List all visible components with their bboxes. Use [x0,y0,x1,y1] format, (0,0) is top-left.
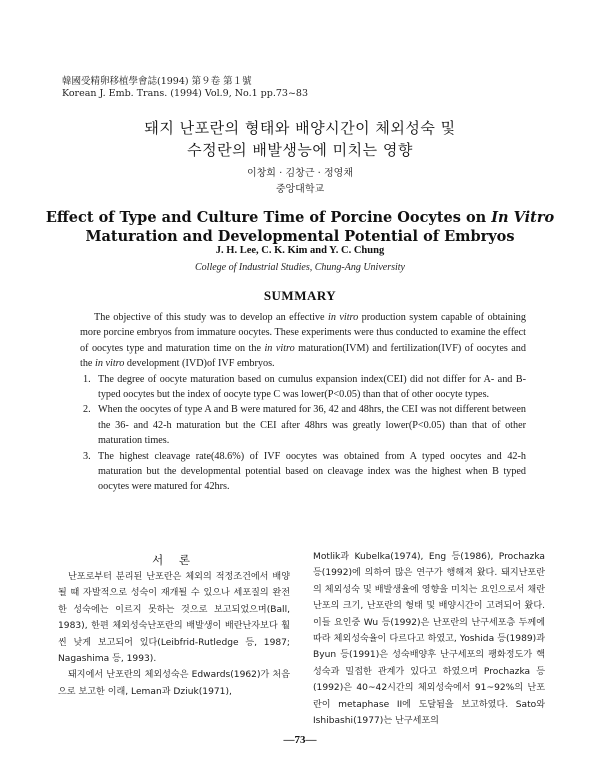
summary-text-c: maturation(IVM) and fertilization(IVF) of oocytes and the [80,342,526,370]
korean-title-line-2: 수정란의 배발생능에 미치는 영향 [187,141,413,159]
summary-finding-item [80,372,526,403]
finding-number: 1. [83,373,91,385]
korean-affiliation: 중앙대학교 [275,184,325,195]
summary-text-b: production system capable of obtaining more porcine embryos from immature oocytes. These experiments were thus conducted to examine the effect of oocytes type and maturation time on the [80,312,526,354]
english-title-line-1-text: Effect of Type and Culture Time of Porcine Oocytes on [45,209,492,226]
summary-body [80,310,526,495]
summary-text-d: development (IVD)of IVF embryos. [124,358,275,370]
summary-text-a: The objective of this study was to develop an effective [94,312,328,323]
korean-authors: 이창희 · 김창근 · 정영채 [246,168,353,179]
journal-citation [62,76,308,100]
english-authors: J. H. Lee, C. K. Kim and Y. C. Chung [215,245,385,256]
intro-paragraph-3: Motlik과 Kubelka(1974), Eng 등(1986), Prochazka 등(1992)에 의하여 많은 연구가 행해져 왔다. 돼지난포란의 체외성숙 및 배발생율에 영향을 미치는 요인으로서 채란 난포의 크기, 난포란의 형태 및 배양시간이 고려되어 왔다. 이들 요인중 Wu 등(1992)은 난포란의 난구세포층 두께에 따라 체외성숙율이 다르다고 하였고, Yoshida 등(1989)과 Byun 등(1991)은 성숙배양후 난구세포의 팽화정도가 핵성숙과 밀접한 관계가 있다고 하였으며 Prochazka 등(1992)은 40~42시간의 체외성숙에서 91~92%의 난포란이 metaphase II에 도달됨을 보고하였다. Sato와 Ishibashi(1977)는 난구세포의 [313,552,545,727]
summary-heading: SUMMARY [263,288,337,303]
finding-number: 3. [83,450,91,462]
intro-paragraph-2: 돼지에서 난포란의 체외성숙은 Edwards(1962)가 처음으로 보고한 이래, Leman과 Dziuk(1971), [58,670,290,697]
english-title [0,208,600,246]
right-column [313,549,545,729]
english-title-line-1 [0,208,600,227]
english-title-italic: In Vitro [491,209,555,226]
summary-italic-a: in vitro [328,312,359,323]
summary-italic-c: in vitro [95,358,125,370]
english-title-line-2: Maturation and Developmental Potential of Embryos [85,228,515,245]
english-affiliation: College of Industrial Studies, Chung-Ang University [195,262,405,273]
finding-number: 2. [83,404,91,416]
intro-paragraph-1: 난포로부터 분리된 난포란은 체외의 적정조건에서 배양될 때 자발적으로 성숙이 재개될 수 있으나 세포질의 완전한 성숙에는 이르지 못하는 것으로 보고되었으며(Ball, 1983), 한편 체외성숙난포란의 배발생이 배란난자보다 훨씬 낮게 보고되어 있다(Leibfrid-Rutledge 등, 1987; Nagashima 등, 1993). [58,572,290,665]
finding-text: When the oocytes of type A and B were matured for 36, 42 and 48hrs, the CEI was not different between the 36- and 42-h maturation but the CEI after 48hrs was greatly lower(P<0.05) than that of other maturation times. [98,404,526,447]
left-column [58,569,290,700]
journal-citation-en: Korean J. Emb. Trans. (1994) Vol.9, No.1 pp.73~83 [62,88,309,99]
summary-italic-b: in vitro [264,342,295,354]
journal-citation-kr: 韓國受精卵移植學會誌(1994) 第９卷 第１號 [62,76,252,87]
page-number: —73— [283,734,317,746]
finding-text: The degree of oocyte maturation based on cumulus expansion index(CEI) did not differ for A- and B-typed oocytes but the index of oocyte type C was lower(P<0.05) than that of other oocyte types. [98,373,526,401]
summary-finding-item [80,402,526,448]
korean-title-line-1: 돼지 난포란의 형태와 배양시간이 체외성숙 및 [144,119,456,137]
summary-findings-list [80,372,526,495]
introduction-heading: 서 론 [152,553,196,567]
summary-finding-item [80,449,526,495]
summary-paragraph [80,310,526,372]
finding-text: The highest cleavage rate(48.6%) of IVF oocytes was obtained from A typed oocytes and 42-h maturation but the developmental potential based on cleavage index was the highest when B typed oocytes were matured for 42hrs. [98,450,526,493]
